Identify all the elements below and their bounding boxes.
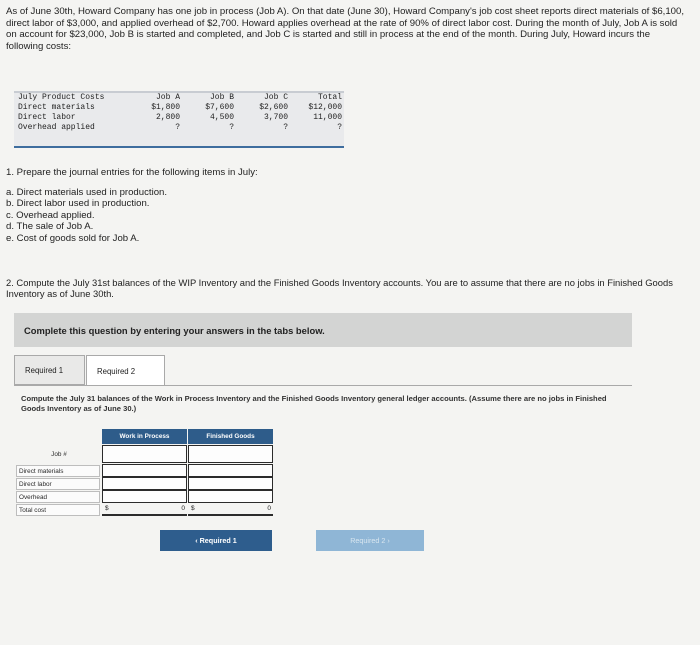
list-item: e. Cost of goods sold for Job A. — [6, 232, 140, 244]
currency-symbol: $ — [191, 505, 195, 512]
cell: ? — [175, 123, 180, 132]
direct-labor-fg-input[interactable] — [188, 477, 273, 490]
header-label: July Product Costs — [18, 93, 105, 102]
column-header-wip: Work in Process — [102, 429, 187, 444]
cell: 2,800 — [155, 113, 180, 122]
list-item: c. Overhead applied. — [6, 209, 95, 221]
question-2: 2. Compute the July 31st balances of the WIP Inventory and the Finished Goods Inventory accounts. You are to assume that there are no jobs in Finished Goods Inventory as of June 30th. — [6, 277, 673, 299]
cell: ? — [229, 123, 234, 132]
overhead-fg-input[interactable] — [188, 490, 273, 503]
list-item: d. The sale of Job A. — [6, 221, 94, 232]
cell: $12,000 — [308, 103, 342, 112]
banner-text: Complete this question by entering your answers in the tabs below. — [24, 324, 325, 336]
direct-materials-fg-input[interactable] — [188, 464, 273, 477]
column-header-finished-goods: Finished Goods — [188, 429, 273, 444]
question-1-title: 1. Prepare the journal entries for the following items in July: — [6, 167, 258, 178]
list-item: a. Direct materials used in production. — [6, 186, 168, 198]
cell: $1,800 — [151, 103, 180, 112]
question-1-list — [6, 187, 646, 245]
list-item: b. Direct labor used in production. — [6, 198, 150, 209]
header-total: Total — [317, 93, 342, 102]
tab-instruction: Compute the July 31 balances of the Work in Process Inventory and the Finished Goods Inventory general ledger accounts. (Assume there are no jobs in Finished Goods Inventory as of June 30.) — [21, 394, 607, 413]
row-label: Direct materials — [18, 103, 95, 112]
overhead-wip-input[interactable] — [102, 490, 187, 503]
table-row — [14, 123, 344, 133]
total-wip-value: 0 — [181, 505, 185, 512]
cell: ? — [283, 123, 288, 132]
tab-required-1[interactable]: Required 1 — [14, 355, 85, 385]
cell: 4,500 — [209, 113, 234, 122]
tab-panel — [14, 385, 632, 581]
row-label-direct-labor: Direct labor — [16, 478, 100, 490]
total-cost-wip — [102, 503, 187, 516]
header-job-a: Job A — [155, 93, 180, 102]
cell: $7,600 — [205, 103, 234, 112]
row-label-total-cost: Total cost — [16, 504, 100, 516]
next-required-2-button[interactable]: Required 2 › — [316, 530, 424, 551]
total-cost-fg — [188, 503, 273, 516]
product-costs-table — [14, 91, 344, 148]
cell: $2,600 — [259, 103, 288, 112]
header-job-b: Job B — [209, 93, 234, 102]
row-label-direct-materials: Direct materials — [16, 465, 100, 477]
row-label-job: Job # — [51, 450, 67, 458]
previous-required-1-button[interactable]: ‹ Required 1 — [160, 530, 272, 551]
cell: ? — [337, 123, 342, 132]
table-header-row — [14, 93, 344, 103]
table-row — [14, 113, 344, 123]
instructions-banner — [14, 313, 632, 347]
problem-intro: As of June 30th, Howard Company has one job in process (Job A). On that date (June 30), Howard Company's job cost sheet reports direct materials of $6,100, direct labor of $3,000, and applied overhead of $2,700. Howard applies overhead at the rate of 90% of direct labor cost. During the month of July, Job A is sold on account for $23,000, Job B is started and completed, and Job C is started and still in process at the end of the month. During July, Howard incurs the following costs: — [6, 6, 685, 52]
header-job-c: Job C — [263, 93, 288, 102]
row-label: Overhead applied — [18, 123, 95, 132]
tab-required-2[interactable]: Required 2 — [86, 355, 165, 386]
job-number-wip-input[interactable] — [102, 445, 187, 463]
row-label: Direct labor — [18, 113, 76, 122]
cell: 3,700 — [263, 113, 288, 122]
direct-materials-wip-input[interactable] — [102, 464, 187, 477]
currency-symbol: $ — [105, 505, 109, 512]
direct-labor-wip-input[interactable] — [102, 477, 187, 490]
job-number-fg-input[interactable] — [188, 445, 273, 463]
total-fg-value: 0 — [267, 505, 271, 512]
cell: 11,000 — [313, 113, 342, 122]
row-label-overhead: Overhead — [16, 491, 100, 503]
question-1 — [6, 167, 646, 244]
table-row — [14, 103, 344, 113]
